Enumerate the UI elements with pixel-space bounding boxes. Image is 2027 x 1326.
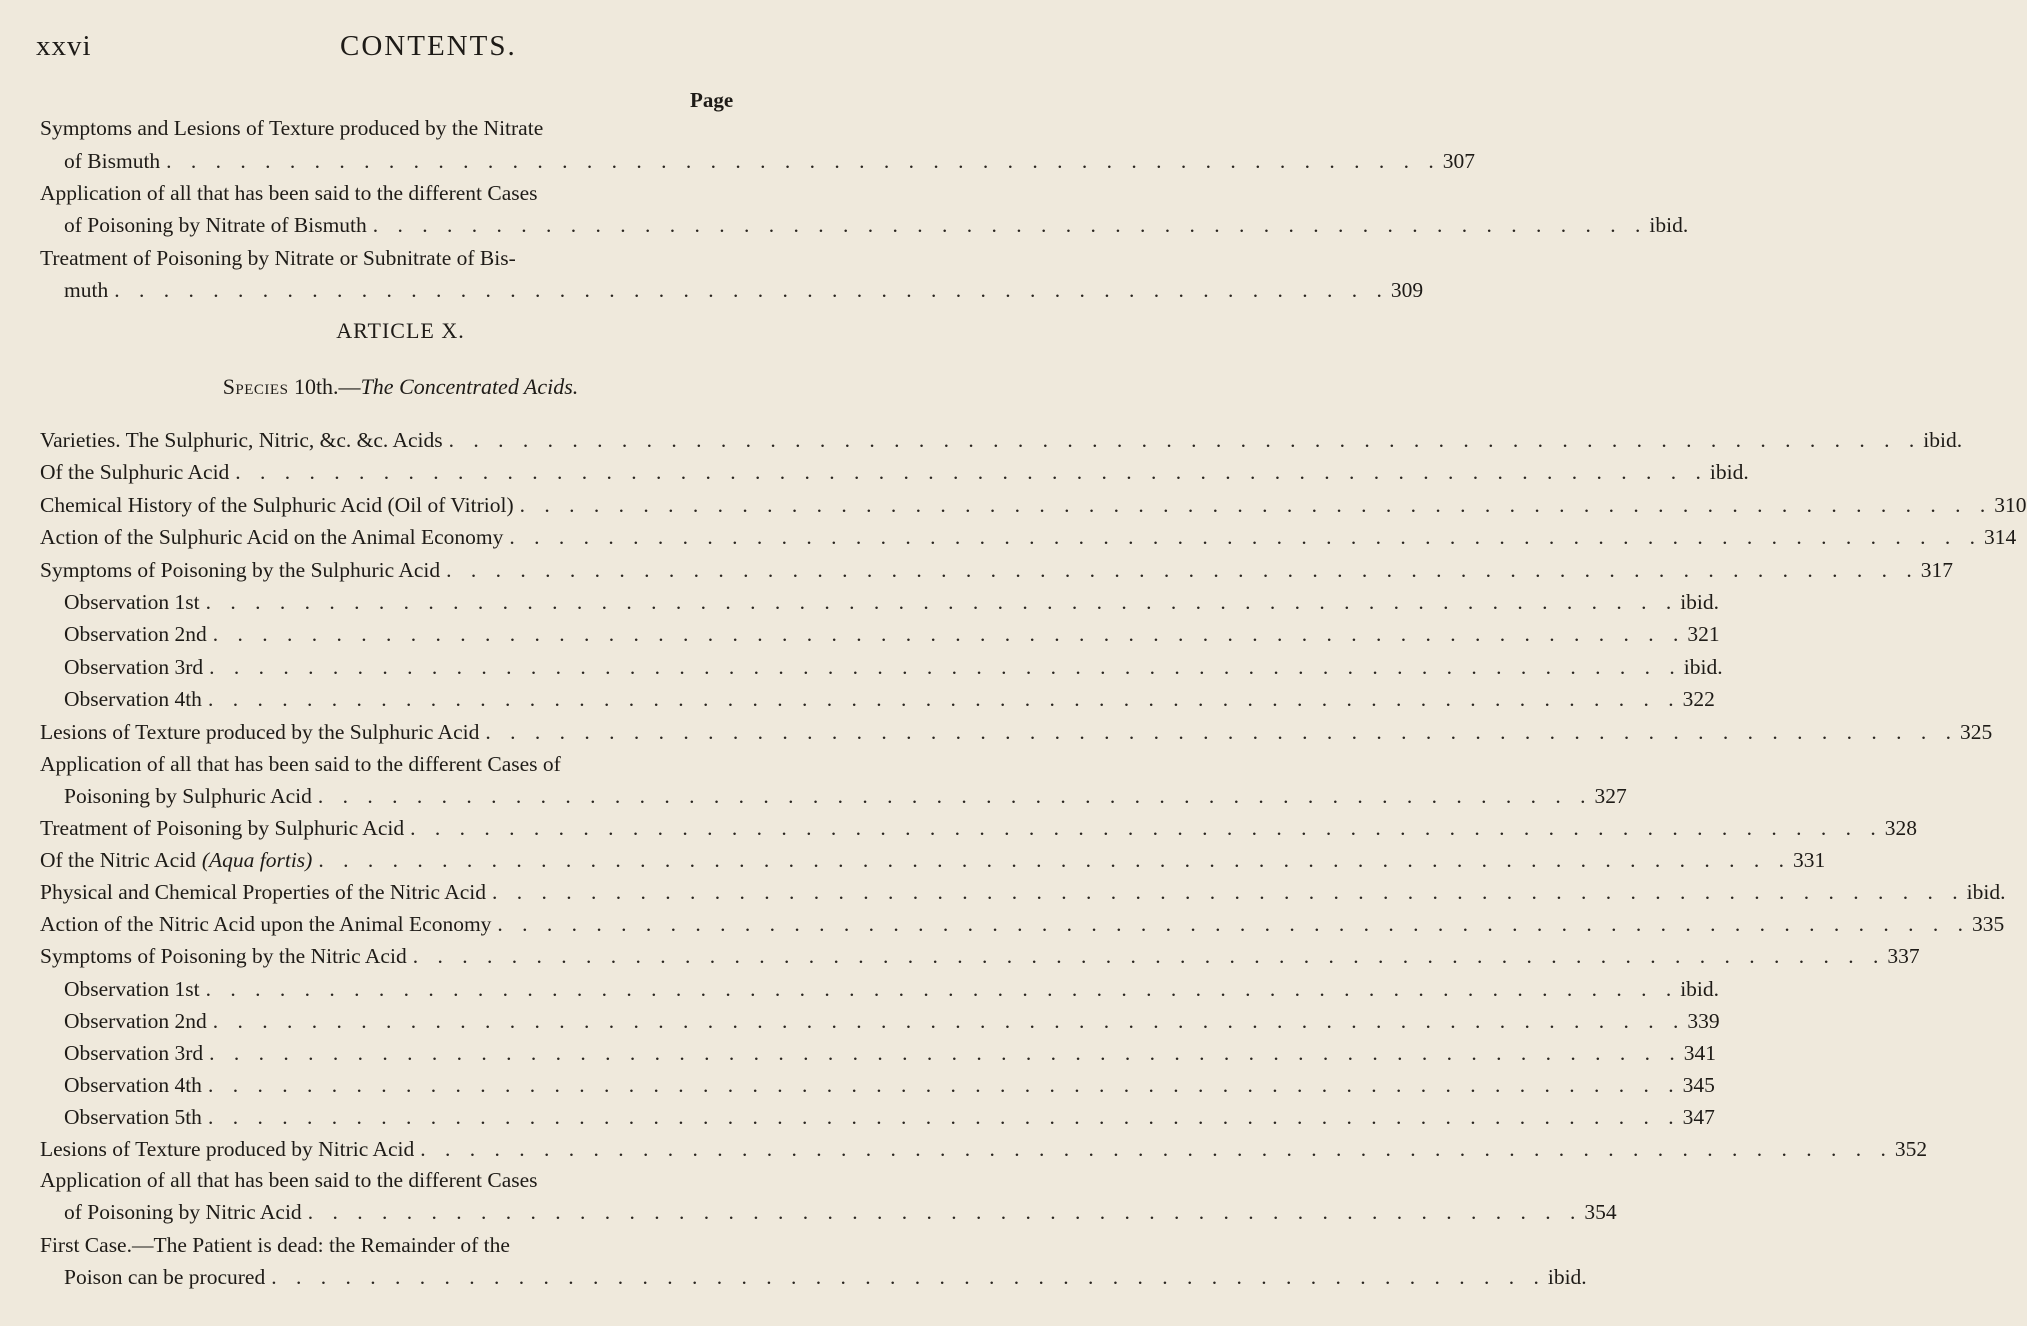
toc-entry-label: Observation 3rd [64,654,204,679]
dot-leader: . . . . . . . . . . . . . . . . . . . . . . . . . . . . . . . . . . . . . . . . . . . . . . . . . . . . . . . . . . . . [235,460,1708,485]
toc-entry-label: of Poisoning by Nitric Acid [64,1200,302,1224]
toc-page-number: 322 [1682,687,1715,712]
toc-entry [64,652,1723,682]
running-head [0,30,801,70]
toc-page-number: 328 [1884,816,1917,840]
toc-entry [64,1197,1617,1227]
toc-entry [64,146,1476,176]
toc-page-number: 347 [1682,1104,1715,1129]
toc-page-number: 309 [1390,278,1424,302]
dot-leader: . . . . . . . . . . . . . . . . . . . . . . . . . . . . . . . . . . . . . . . . . . . . . . . . . . . . [114,278,1389,302]
toc-page-number: 337 [1887,944,1920,969]
toc-entry [64,587,1720,617]
dot-leader: . . . . . . . . . . . . . . . . . . . . . . . . . . . . . . . . . . . . . . . . . . . . . . . . . . . . . . . . . . . . [519,492,1993,517]
dot-leader: . . . . . . . . . . . . . . . . . . . . . . . . . . . . . . . . . . . . . . . . . . . . . . . . . . . . . . . . . . . . [509,525,1982,550]
species-title: The Concentrated Acids. [360,374,579,399]
toc-entry-label: Observation 5th [64,1104,202,1129]
dot-leader: . . . . . . . . . . . . . . . . . . . . . . . . . . . . . . . . . . . . . . . . . . . . . . . . . . . . [307,1200,1583,1224]
species-label: Species [222,374,289,399]
toc-entry [64,275,1424,305]
toc-page-number: 314 [1984,525,2017,550]
toc-page-number: ibid. [1680,976,1720,1001]
toc-page-number: ibid. [1649,213,1689,237]
toc-entry-text: Application of all that has been said to the different Cases of [40,752,561,776]
toc-page-number: 339 [1687,1008,1720,1033]
toc-entry-label: Observation 2nd [64,1008,207,1033]
toc-entry-label: Lesions of Texture produced by Nitric Acid [40,1137,415,1161]
dot-leader: . . . . . . . . . . . . . . . . . . . . . . . . . . . . . . . . . . . . . . . . . . . . . . . . . . . . . . . . . . . . [207,1072,1681,1097]
toc-page-number: ibid. [1547,1265,1587,1289]
toc-entry-label: Symptoms of Poisoning by the Nitric Acid [40,944,407,969]
toc-entry [64,974,1720,1004]
toc-entry [40,490,2027,520]
toc-entry [40,522,2017,552]
toc-entry [64,1070,1715,1100]
dot-leader: . . . . . . . . . . . . . . . . . . . . . . . . . . . . . . . . . . . . . . . . . . . . . . . . . . . . . . . . . . . . [410,816,1883,840]
toc-entry-label: Of the Nitric Acid [40,848,196,873]
toc-entry-label: Observation 4th [64,1072,202,1097]
toc-entry-label: Action of the Nitric Acid upon the Animal Economy [40,912,492,937]
toc-entry-italic: (Aqua fortis) [201,848,313,873]
toc-entry-label: Poisoning by Sulphuric Acid [64,784,312,808]
toc-entry-text: Application of all that has been said to the different Cases [40,1168,538,1192]
toc-page-number: 335 [1972,912,2005,937]
toc-page-number: 352 [1894,1137,1928,1161]
dot-leader: . . . . . . . . . . . . . . . . . . . . . . . . . . . . . . . . . . . . . . . . . . . . . . . . . . . . . . . . . . . . [485,719,1958,744]
dot-leader: . . . . . . . . . . . . . . . . . . . . . . . . . . . . . . . . . . . . . . . . . . . . . . . . . . . . . . . . . . . . [209,1040,1682,1065]
toc-page-number: 317 [1920,557,1954,582]
toc-page-number: 310 [1994,492,2027,517]
toc-page-number: 307 [1442,149,1476,173]
dot-leader: . . . . . . . . . . . . . . . . . . . . . . . . . . . . . . . . . . . . . . . . . . . . . . . . . . . . . . . . . . . . [207,687,1681,712]
toc-entry [40,717,1993,747]
toc-entry [64,210,1689,240]
species-number: 10th.— [293,374,361,399]
toc-entry [40,1134,1928,1164]
dot-leader: . . . . . . . . . . . . . . . . . . . . . . . . . . . . . . . . . . . . . . . . . . . . . . . . . . . . . . . . . . . . [207,1104,1681,1129]
toc-entry [40,425,1963,455]
toc-entry-label: of Bismuth [64,149,161,173]
toc-page-number: 341 [1683,1040,1716,1065]
dot-leader: . . . . . . . . . . . . . . . . . . . . . . . . . . . . . . . . . . . . . . . . . . . . . . . . . . . . . . . . . . . . [420,1137,1893,1161]
toc-entry-label: Observation 4th [64,687,202,712]
toc-entry-text: First Case.—The Patient is dead: the Remainder of the [40,1233,510,1257]
dot-leader: . . . . . . . . . . . . . . . . . . . . . . . . . . . . . . . . . . . . . . . . . . . . . . . . . . . . [166,149,1441,173]
running-head-title: CONTENTS. [340,30,517,62]
dot-leader: . . . . . . . . . . . . . . . . . . . . . . . . . . . . . . . . . . . . . . . . . . . . . . . . . . . . [271,1265,1546,1289]
toc-entry [40,845,1826,875]
toc-entry-label: muth [64,278,109,302]
toc-entry-label: Observation 3rd [64,1040,204,1065]
dot-leader: . . . . . . . . . . . . . . . . . . . . . . . . . . . . . . . . . . . . . . . . . . . . . . . . . . . . . . . . . . . . [318,848,1791,873]
toc-entry [64,619,1720,649]
toc-entry [64,1006,1720,1036]
toc-entry-label: Observation 1st [64,976,200,1001]
toc-entry-label: Chemical History of the Sulphuric Acid (Oil of Vitriol) [40,492,514,517]
toc-entry [40,813,1917,843]
dot-leader: . . . . . . . . . . . . . . . . . . . . . . . . . . . . . . . . . . . . . . . . . . . . . . . . . . . . . . . . . . . . [492,880,1965,905]
toc-page-number: ibid. [1923,428,1963,452]
page-column-label: Page [690,88,734,112]
dot-leader: . . . . . . . . . . . . . . . . . . . . . . . . . . . . . . . . . . . . . . . . . . . . . . . . . . . . . . . . . . . . [209,654,1682,679]
toc-entry [40,909,2005,939]
toc-entry-label: Symptoms of Poisoning by the Sulphuric Acid [40,557,441,582]
toc-entry-label: Of the Sulphuric Acid [40,460,230,485]
toc-entry-label: Poison can be procured [64,1265,266,1289]
dot-leader: . . . . . . . . . . . . . . . . . . . . . . . . . . . . . . . . . . . . . . . . . . . . . . . . . . . . [317,784,1593,808]
toc-entry-text: Symptoms and Lesions of Texture produced by the Nitrate [40,116,544,140]
folio-number: xxvi [36,30,92,62]
toc-page-number: ibid. [1680,590,1720,614]
dot-leader: . . . . . . . . . . . . . . . . . . . . . . . . . . . . . . . . . . . . . . . . . . . . . . . . . . . . . . . . . . . . [205,976,1679,1001]
toc-page-number: ibid. [1683,654,1723,679]
toc-entry [64,1102,1715,1132]
toc-page-number: ibid. [1966,880,2006,905]
toc-entry-label: Lesions of Texture produced by the Sulphuric Acid [40,719,480,744]
toc-entry [40,877,2006,907]
dot-leader: . . . . . . . . . . . . . . . . . . . . . . . . . . . . . . . . . . . . . . . . . . . . . . . . . . . . . . . . . . . . [212,1008,1686,1033]
dot-leader: . . . . . . . . . . . . . . . . . . . . . . . . . . . . . . . . . . . . . . . . . . . . . . . . . . . . [372,213,1648,237]
toc-page-number: 331 [1792,848,1826,873]
dot-leader: . . . . . . . . . . . . . . . . . . . . . . . . . . . . . . . . . . . . . . . . . . . . . . . . . . . . . . . . . . . . [497,912,1971,937]
toc-entry [40,941,1920,971]
toc-page-number: ibid. [1709,460,1749,485]
toc-entry [40,457,1749,487]
toc-entry [64,684,1715,714]
toc-entry-label: Observation 1st [64,590,200,614]
article-heading: ARTICLE X. [336,318,465,343]
toc-page-number: 327 [1594,784,1627,808]
dot-leader: . . . . . . . . . . . . . . . . . . . . . . . . . . . . . . . . . . . . . . . . . . . . . . . . . . . . . . . . . . . . [205,590,1679,614]
toc-page-number: 321 [1687,622,1720,647]
toc-entry-label: Action of the Sulphuric Acid on the Animal Economy [40,525,504,550]
toc-entry [64,781,1627,811]
toc-entry [64,1038,1716,1068]
toc-page-number: 325 [1959,719,1993,744]
toc-entry-label: of Poisoning by Nitrate of Bismuth [64,213,367,237]
toc-entry [64,1262,1587,1292]
dot-leader: . . . . . . . . . . . . . . . . . . . . . . . . . . . . . . . . . . . . . . . . . . . . . . . . . . . . . . . . . . . . [446,557,1919,582]
dot-leader: . . . . . . . . . . . . . . . . . . . . . . . . . . . . . . . . . . . . . . . . . . . . . . . . . . . . . . . . . . . . [448,428,1922,452]
species-heading [0,374,801,400]
toc-entry-label: Varieties. The Sulphuric, Nitric, &c. &c. Acids [40,428,443,452]
dot-leader: . . . . . . . . . . . . . . . . . . . . . . . . . . . . . . . . . . . . . . . . . . . . . . . . . . . . . . . . . . . . [212,622,1686,647]
toc-entry-label: Observation 2nd [64,622,207,647]
toc-entry-text: Application of all that has been said to the different Cases [40,181,538,205]
toc-entry [40,555,1954,585]
toc-entry-label: Physical and Chemical Properties of the Nitric Acid [40,880,487,905]
dot-leader: . . . . . . . . . . . . . . . . . . . . . . . . . . . . . . . . . . . . . . . . . . . . . . . . . . . . . . . . . . . . [412,944,1886,969]
toc-page-number: 354 [1584,1200,1617,1224]
toc-page-number: 345 [1682,1072,1715,1097]
toc-entry-text: Treatment of Poisoning by Nitrate or Subnitrate of Bis- [40,246,516,270]
toc-entry-label: Treatment of Poisoning by Sulphuric Acid [40,816,405,840]
